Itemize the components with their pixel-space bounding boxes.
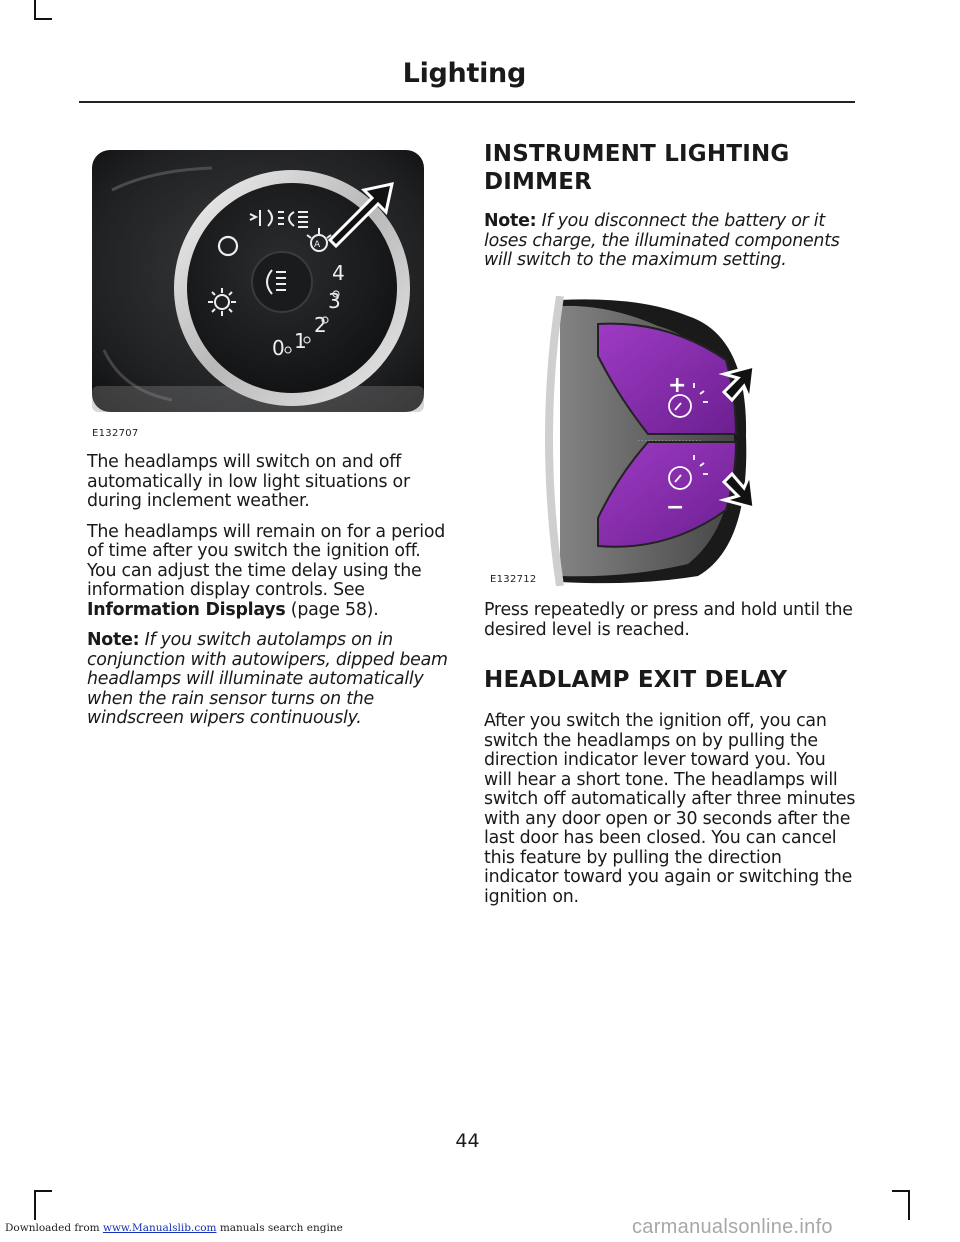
note-text: If you switch autolamps on in conjunction with autowipers, dipped beam headlamps will illuminate automatically when the rain sensor turns on the windscreen wipers continuously. bbox=[87, 630, 448, 728]
paragraph: The headlamps will switch on and off automatically in low light situations or during inclement weather. bbox=[87, 452, 410, 511]
cross-reference-link[interactable]: Information Displays bbox=[87, 599, 286, 620]
dial-position-3: 3 bbox=[328, 289, 341, 313]
plus-label: + bbox=[668, 373, 687, 398]
auto-badge: A bbox=[314, 240, 321, 250]
page-reference: (page 58). bbox=[285, 599, 379, 620]
paragraph-text: The headlamps will remain on for a period of time after you switch the ignition off. You can adjust the time delay using the information display controls. See bbox=[87, 521, 446, 600]
figure-code: E132712 bbox=[490, 574, 537, 585]
footer-suffix: manuals search engine bbox=[219, 1222, 343, 1234]
figure-code: E132707 bbox=[92, 428, 139, 439]
note bbox=[484, 212, 856, 271]
dial-position-1: 1 bbox=[294, 329, 307, 353]
paragraph: Press repeatedly or press and hold until the desired level is reached. bbox=[484, 600, 853, 640]
paragraph: After you switch the ignition off, you can switch the headlamps on by pulling the direction indicator lever toward you. You will hear a short tone. The headlamps will switch off automatically after three minutes with any door open or 30 seconds after the last door has been closed. You can cancel this feature by pulling the direction indicator toward you again or switching the ignition on. bbox=[484, 711, 856, 907]
dimmer-switch-figure bbox=[488, 296, 756, 586]
paragraph bbox=[87, 523, 449, 621]
dial-position-2: 2 bbox=[314, 313, 327, 337]
dial-position-4: 4 bbox=[332, 261, 345, 285]
title-divider bbox=[79, 101, 855, 103]
minus-label: − bbox=[666, 495, 685, 520]
section-heading: DIMMER bbox=[484, 169, 593, 195]
right-column bbox=[484, 140, 856, 282]
crop-mark bbox=[908, 1190, 910, 1220]
footer-prefix: Downloaded from bbox=[5, 1222, 100, 1234]
crop-mark bbox=[34, 18, 52, 20]
crop-mark bbox=[34, 1190, 52, 1192]
watermark: carmanualsonline.info bbox=[632, 1216, 833, 1238]
page-title: Lighting bbox=[402, 58, 526, 89]
crop-mark bbox=[892, 1190, 910, 1192]
note bbox=[87, 631, 449, 729]
section-heading: INSTRUMENT LIGHTING bbox=[484, 141, 790, 167]
download-footer bbox=[5, 1222, 343, 1234]
left-column bbox=[87, 453, 449, 740]
note-label: Note: bbox=[484, 211, 537, 231]
page-number: 44 bbox=[455, 1130, 480, 1152]
note-label: Note: bbox=[87, 630, 140, 650]
button-separator-text: - - - - - - - - - - - - - - - - - - - bbox=[638, 438, 701, 444]
crop-mark bbox=[34, 1190, 36, 1220]
note-text: If you disconnect the battery or it loses charge, the illuminated components will switch to the maximum setting. bbox=[484, 211, 840, 270]
right-column-lower bbox=[484, 601, 856, 918]
crop-mark bbox=[34, 0, 36, 20]
dial-position-0: 0 bbox=[272, 336, 285, 360]
headlamp-switch-figure bbox=[92, 150, 424, 418]
section-heading: HEADLAMP EXIT DELAY bbox=[484, 667, 788, 693]
manualslib-link[interactable]: www.Manualslib.com bbox=[102, 1222, 217, 1234]
